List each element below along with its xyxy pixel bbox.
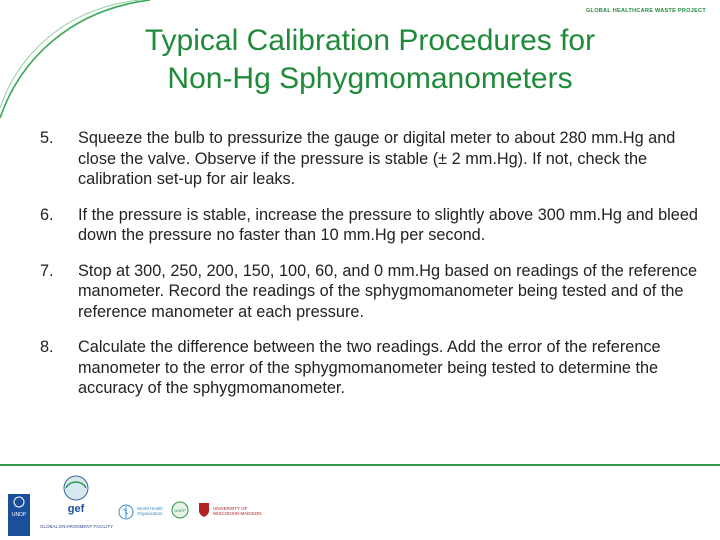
step-text: If the pressure is stable, increase the pressure to slightly above 300 mm.Hg and bleed down the pressure no faster than 10 mm.Hg per second.: [78, 205, 698, 244]
gef-logo: [56, 474, 96, 518]
step-number: 6.: [40, 205, 54, 224]
footer-divider: [0, 464, 720, 466]
step-text: Squeeze the bulb to pressurize the gauge or digital meter to about 280 mm.Hg and close the valve. Observe if the pressure is stable (± 2 mm.Hg). If not, check the calibration set-up for air leaks.: [78, 129, 676, 188]
step-item: [40, 128, 700, 190]
unep-logo: [170, 500, 190, 520]
gef-caption: GLOBAL ENVIRONMENT FACILITY: [40, 524, 114, 529]
undp-logo-letter: UNDP: [11, 512, 27, 518]
footer-logos: [0, 470, 720, 540]
step-text: Stop at 300, 250, 200, 150, 100, 60, and 0 mm.Hg based on readings of the reference manometer. Record the readings of the sphygmomanometer being tested and of the reference manometer at each pressure.: [78, 261, 698, 321]
university-caption: [213, 506, 273, 516]
step-item: [40, 261, 700, 323]
project-header-tag: GLOBAL HEALTHCARE WASTE PROJECT: [585, 8, 706, 14]
title-line-2: Non-Hg Sphygmomanometers: [167, 62, 573, 95]
gef-logo-text: gef: [67, 503, 85, 515]
undp-logo: [8, 494, 30, 536]
slide-title: [40, 22, 700, 98]
step-text: Calculate the difference between the two readings. Add the error of the reference manometer to the error of the sphygmomanometer being tested to determine the accuracy of the sphygmomanometer.: [78, 338, 661, 397]
step-number: 7.: [40, 261, 54, 280]
step-number: 5.: [40, 129, 54, 147]
university-crest-icon: [198, 502, 210, 518]
step-number: 8.: [40, 338, 54, 356]
title-line-1: Typical Calibration Procedures for: [144, 24, 596, 57]
university-caption-line-1: UNIVERSITY OF: [213, 506, 248, 511]
step-item: [40, 337, 700, 399]
who-caption-line-1: World Health: [137, 506, 163, 511]
step-item: [40, 205, 700, 246]
unep-logo-letter: UNEP: [174, 508, 186, 513]
who-emblem-icon: [118, 504, 134, 520]
procedure-steps: [40, 128, 700, 414]
university-caption-line-2: WISCONSIN-MADISON: [213, 511, 262, 516]
who-caption-line-2: Organization: [137, 511, 163, 516]
